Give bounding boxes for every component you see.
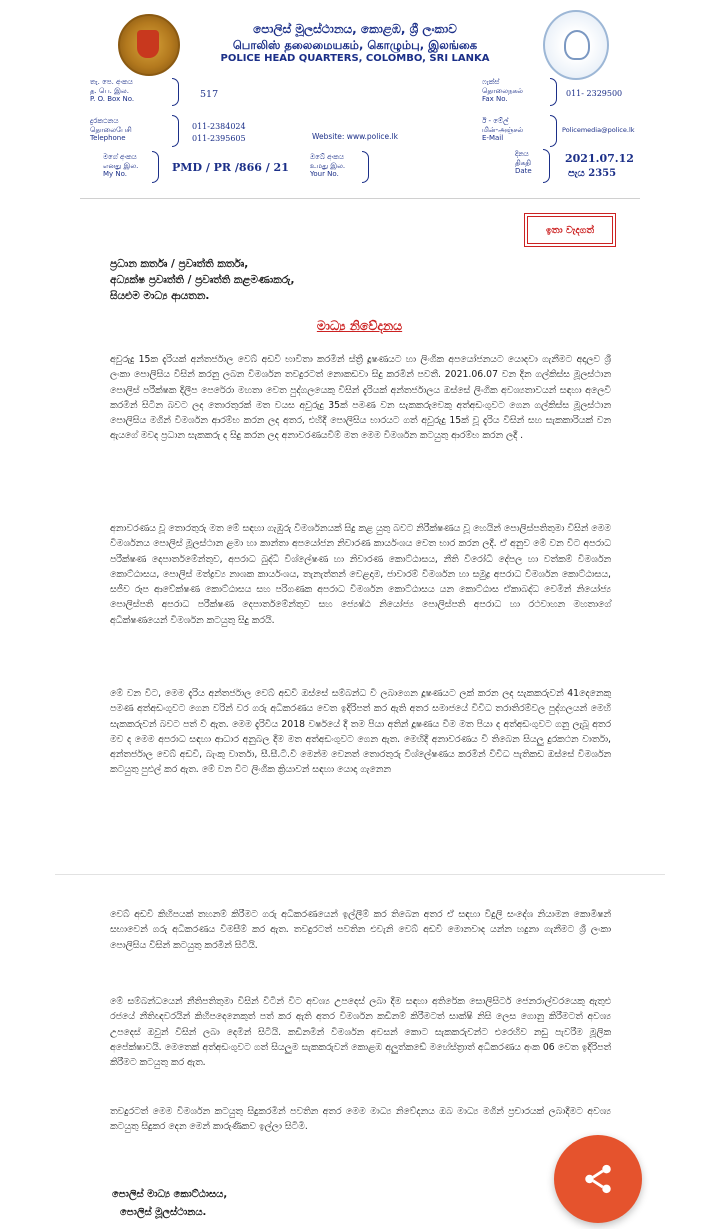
addressee-line: ප්‍රධාන කර්තෘ / ප්‍රවෘත්ති කර්තෘ, — [110, 258, 249, 270]
brace — [550, 78, 557, 106]
sri-lanka-emblem-icon — [118, 14, 180, 76]
fax-label: ෆැක්ස් தொலைநகல் Fax No. — [482, 78, 523, 103]
date-label: දිනය திகதி Date — [515, 150, 532, 175]
body-paragraph: තවදුරටත් මෙම විමර්ශන කටයුතු සිදුකරමින් පවතින අතර මෙම මාධ්‍ය නිවේදනය ඔබ මාධ්‍ය මගින් ප්‍රචාරයක් ලබාදීමට අවශ්‍ය කටයුතු සිදුකර දෙන මෙන් කාරුණිකව ඉල්ලා සිටිමි. — [110, 1106, 611, 1133]
document-heading: මාධ්‍ය නිවේදනය — [316, 318, 403, 333]
addressee-line: සියළුම මාධ්‍ය ආයතන. — [110, 290, 210, 302]
brace — [172, 115, 179, 147]
po-box-value: 517 — [200, 89, 219, 100]
body-paragraph: අවුරුදු 15ක දැරියක් අන්තර්ජාල වෙබ් අඩවි භාවිතා කරමින් ස්ත්‍රී දූෂණයට හා ලිංගික අපයෝජනයට යොදවා ගැනීමට අදාලව ශ්‍රී ලංකා පොලිසිය විසින් කරනු ලබන විමර්ශන තවදුරටත් නොකඩවා සිදු කරමින් පවතී. 2021.06.07 වන දින ගල්කිස්ස මූලස්ථාන පොලිස් පරීක්ෂක දිලීප පෙරේරා මහතා වෙත පුද්ගලයෙකු විසින් දැරියක් අන්තර්ජාලය ඔස්සේ ලිංගික අවශ්‍යතාවයන් සඳහා අලෙවි කරමින් සිටින බවට ලද තොරතුරක් මත වයස අවුරුදු 35ක් පමණ වන සැකකරුවෙකු අත්අඩංගුවට ගෙන ගල්කිස්ස මූලස්ථාන පොලිසිය මගින් විමර්ශන ආරම්භ කරන ලද අතර, එහිදී පොලිසිය භාරයට ගත් අවුරුදු 15ක් වූ දැරිය විසින් සහ සැකකාරියක් වන ඇයගේ මවද ප්‍රධාන සැකකරු ද සිදු කරන ලද අනාවරණයවීම් මත මෙම විමර්ශන කටයුතු ආරම්භ කරන ලදී . — [110, 354, 611, 442]
header-divider — [80, 198, 640, 199]
signature-line: පොලිස් මූලස්ථානය. — [120, 1207, 207, 1218]
time-value: පැය 2355 — [568, 168, 617, 179]
telephone-label: දුරකථනය தொலைபேசி Telephone — [90, 117, 132, 142]
email-label: ඊ - මේල් மின்-அஞ்சல் E-Mail — [482, 117, 524, 142]
share-button[interactable] — [554, 1135, 642, 1223]
signature-block — [112, 1186, 227, 1222]
addressee-line: අධ්‍යක්ෂ ප්‍රවෘත්ති / ප්‍රවෘත්ති කළමණාකරු, — [110, 274, 295, 286]
my-no-label: මගේ අංකය எனது இல. My No. — [103, 153, 139, 178]
body-paragraph: මේ වන විට, මෙම දැරිය අන්තර්ජාල වෙබ් අඩවි ඔස්සේ සම්බන්ධ වී ලබාගෙන දූෂණයට ලක් කරන ලද සැකකරුවන් 41දෙනෙකු පමණ අත්අඩංගුවට ගෙන වරින් වර ගරු අධිකරණය වෙත ඉදිරිපත් කර ඇති අතර සමාජයේ විවිධ තරාතිරම්වල පුද්ගලයන් මෙහි සැකකරුවන් බවට පත් වී ඇත. මෙම දැරිවිය 2018 වර්ෂයේ දී තම පියා අතින් දූෂණය වීම මත පියා ද අත්අඩංගුවට ගනු ලැබූ අතර මව ද මෙම අපරාධ සඳහා ආධාර අනුබල දීම මත අත්අඩංගුවට ගෙන ඇත. මෙහිදී අනාවරණය වී තිබෙන සියලු දුරකථන වාර්තා, අන්තර්ජාල වෙබ් අඩවි, බැංකු වාර්තා, සී.සී.ටී.වී මෙන්ම වෙනත් තොරතුරු විශ්ලේෂණය කරමින් විවිධ පැතිකඩ ඔස්සේ විමර්ශන කටයුතු පුළුල් කර ඇත. මේ වන විට ලිංගික ක්‍රියාවන් සඳහා යොදා ගැනෙන — [110, 688, 612, 776]
body-paragraph: වෙබ් අඩවි කිහිපයක් තහනම් කිරීමට ගරු අධිකරණයෙන් ඉල්ලීම් කර තිබෙන අතර ඒ සඳහා විදුලි සංදේශ නියාමන කොමිෂන් සභාවෙන් ගරු අධිකරණය විමසීම් කර ඇත. තවදුරටත් පවතින එවැනි වෙබ් අඩවි මොනවාද යන්න හදුනා ගැනීමට ශ්‍රී ලංකා පොලිසිය විසින් කටයුතු කරමින් සිටියි. — [110, 909, 611, 951]
po-box-label: තැ. පෙ. අංකය த. பெ. இல. P. O. Box No. — [90, 78, 135, 103]
brace — [550, 115, 557, 147]
letterhead-title-tamil: பொலிஸ் தலைமையகம், கொழும்பு, இலங்கை — [232, 38, 478, 52]
body-paragraph: අනාවරණය වූ තොරතුරු මත මේ සඳහා ගැඹුරු විමර්ශනයක් සිදු කළ යුතු බවට නිරීක්ෂණය වූ හෙයින් පොලිස්පතිතුමා විසින් මෙම විමර්ශනය පොලිස් මූලස්ථාන ළමා හා කාන්තා අපයෝජන නිවාරණ කාර්යංශය වෙත භාර කරන ලදී. ඒ අනුව මේ වන විට අපරාධ පරීක්ෂණ දෙපාර්තමේන්තුව, අපරාධ බුද්ධි විශ්ලේෂණ හා නිවාරණ කොට්ඨාසය, නීති විරෝධී දේපල හා වත්කම් විමර්ශන කොට්ඨාසය, පොලිස් මත්ද්‍රව්‍ය නාශක කාර්යංශය, තැනැත්තන් වෙළදාම, ජාවාරම් විමර්ශන හා සමුද්‍ර අපරාධ විමර්ශන කොට්ඨාසය, සජීව රූප ආවේක්ෂණ කොට්ඨාසය සහ පරිගණක අපරාධ විමර්ශන කොට්ඨාසය යන කොට්ඨාස ඒකාබද්ධ වෙමින් නියෝජ්‍ය පොලිස්පති අපරාධ පරීක්ෂණ දෙපාර්තමේන්තුව සහ ජ්‍යෙෂ්ඨ නියෝජ්‍ය පොලිස්පති අපරාධ හා රථවාහන මහතාගේ අධීක්ෂණයෙන් විමර්ශන කටයුතු සිදු කරයි. — [110, 523, 611, 626]
your-no-label: ඔබේ අංකය உமது இல. Your No. — [310, 153, 346, 178]
body-paragraph: මේ සම්බන්ධයෙන් නීතිපතිතුමා විසින් විටින් විට අවශ්‍ය උපදෙස් ලබා දීම සඳහා අතිරේක සොලිසිටර් ජෙනරාල්වරයෙකු ඇතුළු රජයේ නීතිඥවරයින් කිහිපදෙනෙකුත් පත් කර ඇති අතර විමර්ශන කඩිනම් කිරීමටත් සාක්ෂි නිසි ලෙස ගොනු කිරීමටත් අවශ්‍ය උපදෙස් ඔවුන් විසින් ලබා දෙමින් සිටියි. කඩිනමින් විමර්ශන අවසන් කොට සැකකරුවන්ට එරෙහිව නඩු පැවරීම මූලික අපේක්ෂාවයි. මෙතෙක් අත්අඩංගුවට ගත් සියලුම සැකකරුවන් කොළඹ අලුත්කඩේ මහේස්ත්‍රාත් අධිකරණය අංක 06 වෙත ඉදිරිපත් කිරීමට කටයුතු කර ඇත. — [110, 996, 611, 1069]
letterhead-title-sinhala: පොලිස් මූලස්ථානය, කොළඹ, ශ්‍රී ලංකාව — [253, 22, 457, 36]
email-value[interactable]: Policemedia@police.lk — [562, 126, 635, 134]
signature-line: පොලිස් මාධ්‍ය කොට්ඨාසය, — [112, 1189, 228, 1200]
website-link[interactable]: Website: www.police.lk — [312, 132, 398, 141]
police-badge-icon — [543, 10, 609, 80]
letterhead-title-english: POLICE HEAD QUARTERS, COLOMBO, SRI LANKA — [220, 53, 490, 64]
fax-value: 011- 2329500 — [566, 89, 623, 98]
brace — [543, 149, 550, 183]
brace — [362, 151, 369, 183]
telephone-value-2: 011-2395605 — [192, 134, 246, 143]
my-no-value: PMD / PR /866 / 21 — [172, 161, 289, 174]
addressee-block — [110, 256, 295, 304]
brace — [172, 78, 179, 106]
priority-stamp: ඉතා වැදගත් — [527, 216, 613, 244]
page-break-divider — [55, 874, 665, 875]
date-value: 2021.07.12 — [565, 152, 634, 165]
brace — [152, 151, 159, 183]
telephone-value-1: 011-2384024 — [192, 122, 246, 131]
share-icon — [581, 1162, 615, 1196]
